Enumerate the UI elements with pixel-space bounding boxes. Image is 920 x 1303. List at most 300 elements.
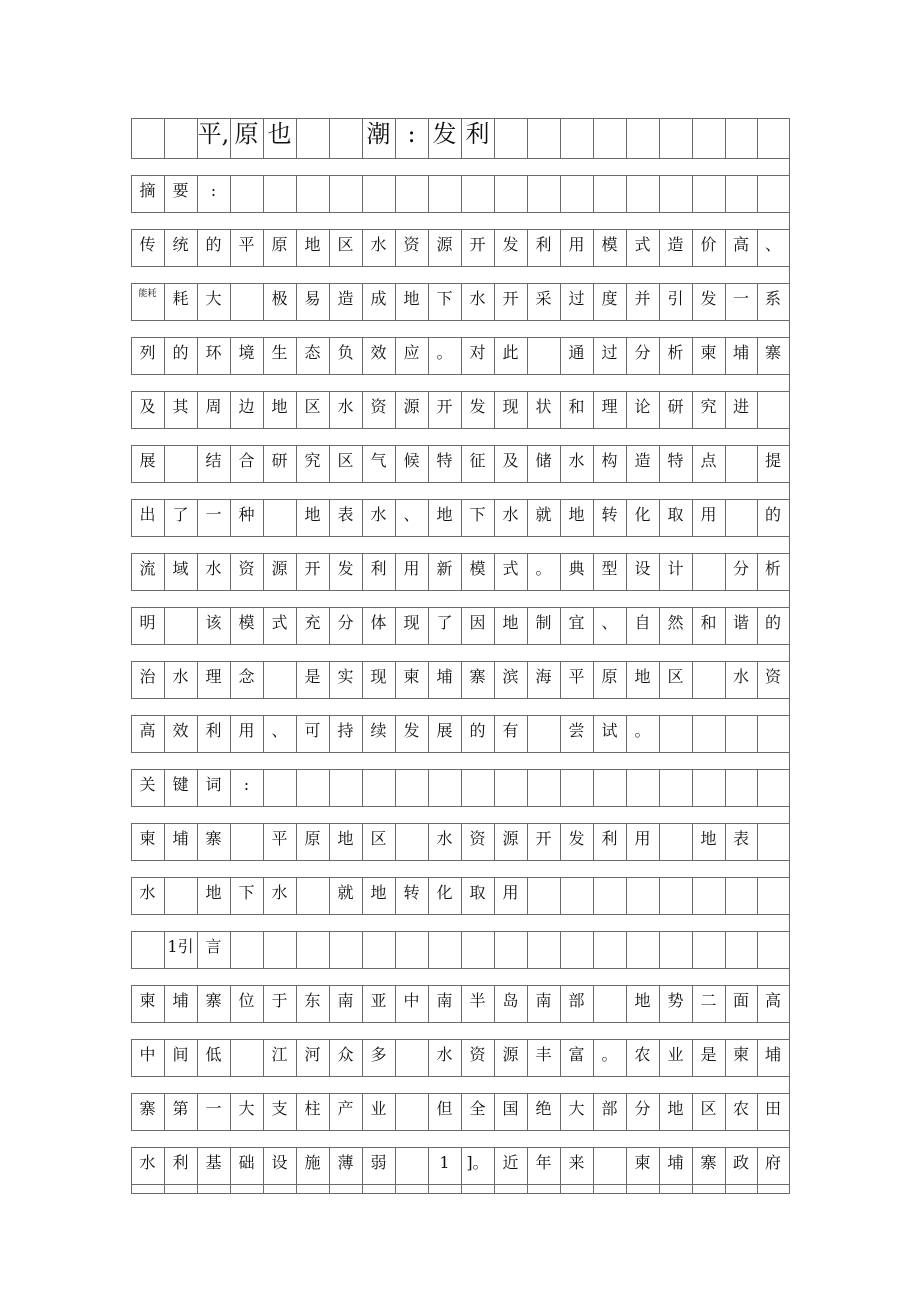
grid-cell-text: 析	[764, 559, 781, 578]
grid-cell-text: 过	[568, 289, 585, 308]
grid-cell-text: 水	[337, 397, 354, 416]
grid-hline	[131, 1193, 789, 1194]
grid-cell-text: 明	[139, 613, 156, 632]
grid-vline	[659, 823, 660, 860]
title-char: 发	[432, 120, 457, 148]
grid-cell-text: 储	[535, 451, 552, 470]
grid-gap	[131, 1077, 789, 1093]
grid-vline	[527, 877, 528, 914]
grid-vline	[296, 877, 297, 914]
grid-cell-text: 。	[436, 343, 453, 362]
grid-cell-text: 引	[667, 289, 684, 308]
grid-cell-text: 的	[764, 505, 781, 524]
grid-cell-text: 、	[764, 235, 781, 254]
grid-cell-text: 水	[568, 451, 585, 470]
grid-cell-text: 地	[205, 883, 222, 902]
grid-cell-text: 河	[304, 1045, 321, 1064]
grid-vline	[560, 877, 561, 914]
grid-vline	[395, 823, 396, 860]
grid-cell-text: 典	[568, 559, 585, 578]
grid-vline	[692, 553, 693, 590]
grid-cell-text: 制	[535, 613, 552, 632]
grid-vline	[659, 877, 660, 914]
grid-cell-text: 征	[469, 451, 486, 470]
grid-cell-text: 地	[403, 289, 420, 308]
grid-vline	[757, 769, 758, 806]
grid-vline	[593, 985, 594, 1022]
grid-vline	[560, 175, 561, 212]
grid-cell-text: 的	[764, 613, 781, 632]
grid-vline	[725, 715, 726, 752]
grid-cell-text: 点	[700, 451, 717, 470]
grid-cell-text: 特	[436, 451, 453, 470]
grid-vline	[494, 931, 495, 968]
grid-cell-text: 现	[502, 397, 519, 416]
grid-vline	[395, 1093, 396, 1130]
grid-cell-text: 间	[172, 1045, 189, 1064]
grid-gap	[131, 915, 789, 931]
grid-cell-text: 地	[700, 829, 717, 848]
grid-cell-text: 第	[172, 1099, 189, 1118]
grid-cell-text: 治	[139, 667, 156, 686]
grid-cell-text: 谐	[732, 613, 749, 632]
grid-cell-text: 负	[337, 343, 354, 362]
grid-cell-text: 传	[139, 235, 156, 254]
grid-cell-text: 区	[667, 667, 684, 686]
grid-cell-text: 用	[502, 883, 519, 902]
grid-vline	[593, 175, 594, 212]
grid-vline	[789, 1039, 790, 1076]
grid-cell-text: 水	[271, 883, 288, 902]
grid-cell-text: 原	[601, 667, 618, 686]
grid-cell-text: 是	[304, 667, 321, 686]
grid-vline	[789, 337, 790, 374]
grid-cell-text: 亚	[370, 991, 387, 1010]
grid-cell-text: 就	[337, 883, 354, 902]
grid-cell-text: 特	[667, 451, 684, 470]
grid-cell-text: 半	[469, 991, 486, 1010]
grid-cell-text: 用	[700, 505, 717, 524]
grid-cell-text: 寨	[764, 343, 781, 362]
grid-vline	[263, 175, 264, 212]
grid-cell-text: 发	[502, 235, 519, 254]
grid-cell-text: 及	[139, 397, 156, 416]
grid-cell-text: 资	[238, 559, 255, 578]
grid-cell-text: 下	[436, 289, 453, 308]
grid-cell-text: :	[210, 181, 217, 200]
grid-cell-text: :	[243, 775, 250, 794]
grid-cell-text: 取	[667, 505, 684, 524]
grid-vline	[789, 499, 790, 536]
grid-cell-text: 研	[667, 397, 684, 416]
grid-vline	[296, 769, 297, 806]
grid-cell-text: 通	[568, 343, 585, 362]
grid-vline	[296, 931, 297, 968]
grid-cell-text: 水	[502, 505, 519, 524]
grid-cell-text: 究	[304, 451, 321, 470]
grid-vline	[461, 175, 462, 212]
grid-cell-text: 设	[271, 1153, 288, 1172]
grid-vline	[296, 175, 297, 212]
grid-cell-text: 区	[337, 235, 354, 254]
grid-cell-text: 生	[271, 343, 288, 362]
grid-cell-text: 其	[172, 397, 189, 416]
grid-cell-text: 地	[304, 505, 321, 524]
grid-vline	[725, 118, 726, 158]
grid-vline	[659, 769, 660, 806]
grid-cell-text: 造	[337, 289, 354, 308]
grid-cell-text: 高	[732, 235, 749, 254]
grid-cell-text: 取	[469, 883, 486, 902]
grid-gap	[131, 429, 789, 445]
grid-cell-text: 寨	[469, 667, 486, 686]
grid-cell-text: 年	[535, 1153, 552, 1172]
grid-cell-text: 造	[634, 451, 651, 470]
grid-cell-text: 论	[634, 397, 651, 416]
grid-cell-text: 弱	[370, 1153, 387, 1172]
grid-cell-text: 农	[732, 1099, 749, 1118]
grid-cell-text: 发	[403, 721, 420, 740]
grid-vline	[692, 175, 693, 212]
grid-cell-text: 分	[337, 613, 354, 632]
grid-cell-text: 区	[370, 829, 387, 848]
grid-vline	[329, 175, 330, 212]
grid-hline	[131, 1184, 789, 1185]
grid-cell-text: 并	[634, 289, 651, 308]
grid-gap	[131, 375, 789, 391]
grid-vline	[626, 175, 627, 212]
grid-cell-text: 理	[205, 667, 222, 686]
grid-cell-text: 寨	[205, 829, 222, 848]
grid-vline	[395, 1039, 396, 1076]
grid-gap	[131, 1023, 789, 1039]
grid-gap	[131, 159, 789, 175]
grid-cell-text: 态	[304, 343, 321, 362]
grid-cell-text: 平	[238, 235, 255, 254]
grid-vline	[593, 931, 594, 968]
grid-cell-text: 面	[732, 991, 749, 1010]
grid-vline	[164, 118, 165, 158]
grid-vline	[789, 553, 790, 590]
grid-cell-text: 源	[271, 559, 288, 578]
grid-gap	[131, 321, 789, 337]
grid-cell-text: 模	[469, 559, 486, 578]
grid-vline	[789, 985, 790, 1022]
grid-cell-text: 状	[535, 397, 552, 416]
grid-vline	[725, 931, 726, 968]
grid-cell-text: 。	[535, 559, 552, 578]
grid-cell-text: 现	[370, 667, 387, 686]
title-char: 原	[234, 120, 259, 148]
grid-cell-text: 耗	[172, 289, 189, 308]
grid-vline	[789, 715, 790, 752]
grid-vline	[362, 769, 363, 806]
grid-cell-text: 一	[732, 289, 749, 308]
grid-vline	[263, 499, 264, 536]
grid-cell-text: 多	[370, 1045, 387, 1064]
grid-cell-text: 来	[568, 1153, 585, 1172]
grid-vline	[789, 1147, 790, 1184]
grid-vline	[230, 1039, 231, 1076]
grid-cell-text: 全	[469, 1099, 486, 1118]
grid-cell-text: 造	[667, 235, 684, 254]
grid-vline	[560, 769, 561, 806]
grid-cell-text: 近	[502, 1153, 519, 1172]
grid-vline	[757, 715, 758, 752]
grid-cell-text: 埔	[436, 667, 453, 686]
grid-vline	[461, 931, 462, 968]
grid-vline	[789, 661, 790, 698]
grid-cell-text: 对	[469, 343, 486, 362]
grid-cell-text: 词	[205, 775, 222, 794]
grid-cell-text: 表	[337, 505, 354, 524]
grid-cell-text: 模	[601, 235, 618, 254]
grid-vline	[329, 931, 330, 968]
grid-cell-text: 业	[370, 1099, 387, 1118]
grid-cell-text: 构	[601, 451, 618, 470]
grid-cell-text: 资	[370, 397, 387, 416]
grid-cell-text: 和	[568, 397, 585, 416]
grid-cell-text: 产	[337, 1099, 354, 1118]
grid-cell-text: 部	[568, 991, 585, 1010]
grid-cell-text: 分	[732, 559, 749, 578]
grid-cell-text: 研	[271, 451, 288, 470]
grid-cell-text: 发	[469, 397, 486, 416]
grid-cell-text: 关	[139, 775, 156, 794]
grid-cell-text: 效	[172, 721, 189, 740]
grid-cell-text: 域	[172, 559, 189, 578]
grid-vline	[593, 769, 594, 806]
grid-cell-text: 用	[634, 829, 651, 848]
grid-vline	[789, 391, 790, 428]
grid-cell-text: 摘	[139, 181, 156, 200]
grid-cell-text: 一	[205, 1099, 222, 1118]
grid-cell-text: 利	[601, 829, 618, 848]
grid-cell-text: 农	[634, 1045, 651, 1064]
grid-cell-text: 寨	[700, 1153, 717, 1172]
grid-cell-text: 利	[370, 559, 387, 578]
grid-cell-text: 薄	[337, 1153, 354, 1172]
grid-cell-text: 平	[271, 829, 288, 848]
grid-cell-text: 势	[667, 991, 684, 1010]
manuscript-grid	[131, 118, 789, 1194]
grid-cell-text: 新	[436, 559, 453, 578]
grid-cell-text: 统	[172, 235, 189, 254]
grid-vline	[362, 931, 363, 968]
grid-cell-text: 易	[304, 289, 321, 308]
grid-cell-text: 地	[634, 667, 651, 686]
grid-vline	[789, 1093, 790, 1130]
grid-cell-text: 利	[172, 1153, 189, 1172]
grid-gap	[131, 969, 789, 985]
grid-cell-text: 现	[403, 613, 420, 632]
grid-cell-text: 用	[403, 559, 420, 578]
grid-gap	[131, 807, 789, 823]
grid-cell-text: 岛	[502, 991, 519, 1010]
grid-cell-text: 然	[667, 613, 684, 632]
grid-cell-text: 地	[436, 505, 453, 524]
grid-gap	[131, 699, 789, 715]
grid-cell-text: 就	[535, 505, 552, 524]
grid-cell-text: 可	[304, 721, 321, 740]
grid-cell-text: 业	[667, 1045, 684, 1064]
grid-vline	[659, 175, 660, 212]
grid-cell-text: 化	[634, 505, 651, 524]
grid-cell-text: 转	[601, 505, 618, 524]
grid-cell-text: 发	[337, 559, 354, 578]
grid-cell-text: 资	[469, 829, 486, 848]
grid-vline	[164, 877, 165, 914]
grid-vline	[659, 931, 660, 968]
grid-cell-text: 模	[238, 613, 255, 632]
grid-cell-text: 转	[403, 883, 420, 902]
grid-cell-text: 式	[502, 559, 519, 578]
grid-cell-text: 南	[436, 991, 453, 1010]
grid-cell-text: 度	[601, 289, 618, 308]
grid-vline	[395, 769, 396, 806]
grid-cell-text: 化	[436, 883, 453, 902]
grid-vline	[789, 769, 790, 806]
grid-cell-text: 埔	[667, 1153, 684, 1172]
grid-cell-text: 地	[502, 613, 519, 632]
grid-cell-text: 开	[436, 397, 453, 416]
grid-cell-text: 国	[502, 1099, 519, 1118]
grid-cell-text: 1引	[167, 937, 194, 956]
grid-cell-text: 地	[370, 883, 387, 902]
grid-vline	[428, 931, 429, 968]
grid-cell-text: 绝	[535, 1099, 552, 1118]
grid-cell-text: 埔	[764, 1045, 781, 1064]
grid-cell-text: 资	[469, 1045, 486, 1064]
grid-cell-text: 系	[764, 289, 781, 308]
title-char: 利	[465, 120, 490, 148]
grid-vline	[263, 931, 264, 968]
grid-cell-text: 种	[238, 505, 255, 524]
grid-cell-text: 言	[205, 937, 222, 956]
grid-vline	[659, 118, 660, 158]
grid-cell-text: 水	[469, 289, 486, 308]
grid-vline	[757, 391, 758, 428]
grid-cell-text: 大	[238, 1099, 255, 1118]
grid-cell-text: 流	[139, 559, 156, 578]
grid-vline	[593, 118, 594, 158]
grid-vline	[296, 118, 297, 158]
grid-cell-text: 资	[764, 667, 781, 686]
grid-cell-text: 宜	[568, 613, 585, 632]
grid-cell-text: 式	[271, 613, 288, 632]
grid-cell-text: 下	[238, 883, 255, 902]
grid-vline	[494, 769, 495, 806]
grid-vline	[428, 175, 429, 212]
grid-cell-text: 高	[139, 721, 156, 740]
grid-cell-text: 该	[205, 613, 222, 632]
grid-vline	[789, 931, 790, 968]
grid-vline	[725, 877, 726, 914]
grid-cell-text: 源	[403, 397, 420, 416]
grid-cell-text: 水	[172, 667, 189, 686]
grid-cell-text: 型	[601, 559, 618, 578]
grid-vline	[725, 175, 726, 212]
grid-cell-text: 念	[238, 667, 255, 686]
grid-vline	[789, 445, 790, 482]
grid-cell-text: 资	[403, 235, 420, 254]
grid-cell-text: 众	[337, 1045, 354, 1064]
grid-cell-text: 基	[205, 1153, 222, 1172]
grid-cell-text: 体	[370, 613, 387, 632]
grid-cell-text: 分	[634, 343, 651, 362]
grid-cell-text: 但	[436, 1099, 453, 1118]
grid-vline	[263, 769, 264, 806]
grid-vline	[757, 118, 758, 158]
grid-cell-text: 边	[238, 397, 255, 416]
grid-vline	[789, 118, 790, 158]
grid-vline	[789, 283, 790, 320]
grid-cell-text: 施	[304, 1153, 321, 1172]
grid-cell-text: 南	[535, 991, 552, 1010]
grid-cell-text: 原	[271, 235, 288, 254]
grid-cell-text: 地	[337, 829, 354, 848]
grid-vline	[230, 283, 231, 320]
grid-vline	[757, 175, 758, 212]
grid-cell-text: 续	[370, 721, 387, 740]
grid-cell-text: 地	[304, 235, 321, 254]
grid-cell-text: 、	[271, 721, 288, 740]
grid-cell-text: 自	[634, 613, 651, 632]
grid-vline	[527, 715, 528, 752]
grid-cell-text: 候	[403, 451, 420, 470]
grid-cell-text: 海	[535, 667, 552, 686]
grid-cell-text: 了	[436, 613, 453, 632]
grid-gap	[131, 753, 789, 769]
grid-cell-text: 利	[205, 721, 222, 740]
grid-cell-text: 理	[601, 397, 618, 416]
grid-cell-text: 区	[337, 451, 354, 470]
grid-cell-text: 富	[568, 1045, 585, 1064]
grid-cell-text: 田	[764, 1099, 781, 1118]
grid-vline	[789, 118, 790, 1194]
grid-cell-text: 进	[732, 397, 749, 416]
grid-cell-text: 用	[568, 235, 585, 254]
grid-cell-text: 地	[634, 991, 651, 1010]
grid-cell-text: 列	[139, 343, 156, 362]
grid-vline	[131, 118, 132, 158]
grid-cell-text: 成	[370, 289, 387, 308]
grid-cell-text: 柬	[139, 829, 156, 848]
grid-vline	[626, 769, 627, 806]
grid-cell-text: 用	[238, 721, 255, 740]
grid-gap	[131, 213, 789, 229]
grid-cell-text: 式	[634, 235, 651, 254]
grid-cell-text: 柱	[304, 1099, 321, 1118]
grid-vline	[725, 499, 726, 536]
grid-cell-text: 结	[205, 451, 222, 470]
grid-cell-text: 提	[764, 451, 781, 470]
grid-cell-text: 滨	[502, 667, 519, 686]
grid-cell-text: ]。	[466, 1153, 489, 1172]
grid-cell-text: 丰	[535, 1045, 552, 1064]
grid-cell-text: 析	[667, 343, 684, 362]
grid-cell-text: 大	[568, 1099, 585, 1118]
grid-vline	[329, 118, 330, 158]
grid-cell-text: 区	[700, 1099, 717, 1118]
grid-cell-text: 表	[732, 829, 749, 848]
grid-cell-text: 键	[172, 775, 189, 794]
grid-cell-text: 发	[568, 829, 585, 848]
grid-vline	[789, 823, 790, 860]
grid-cell-text: 实	[337, 667, 354, 686]
grid-cell-text: 是	[700, 1045, 717, 1064]
grid-vline	[329, 769, 330, 806]
